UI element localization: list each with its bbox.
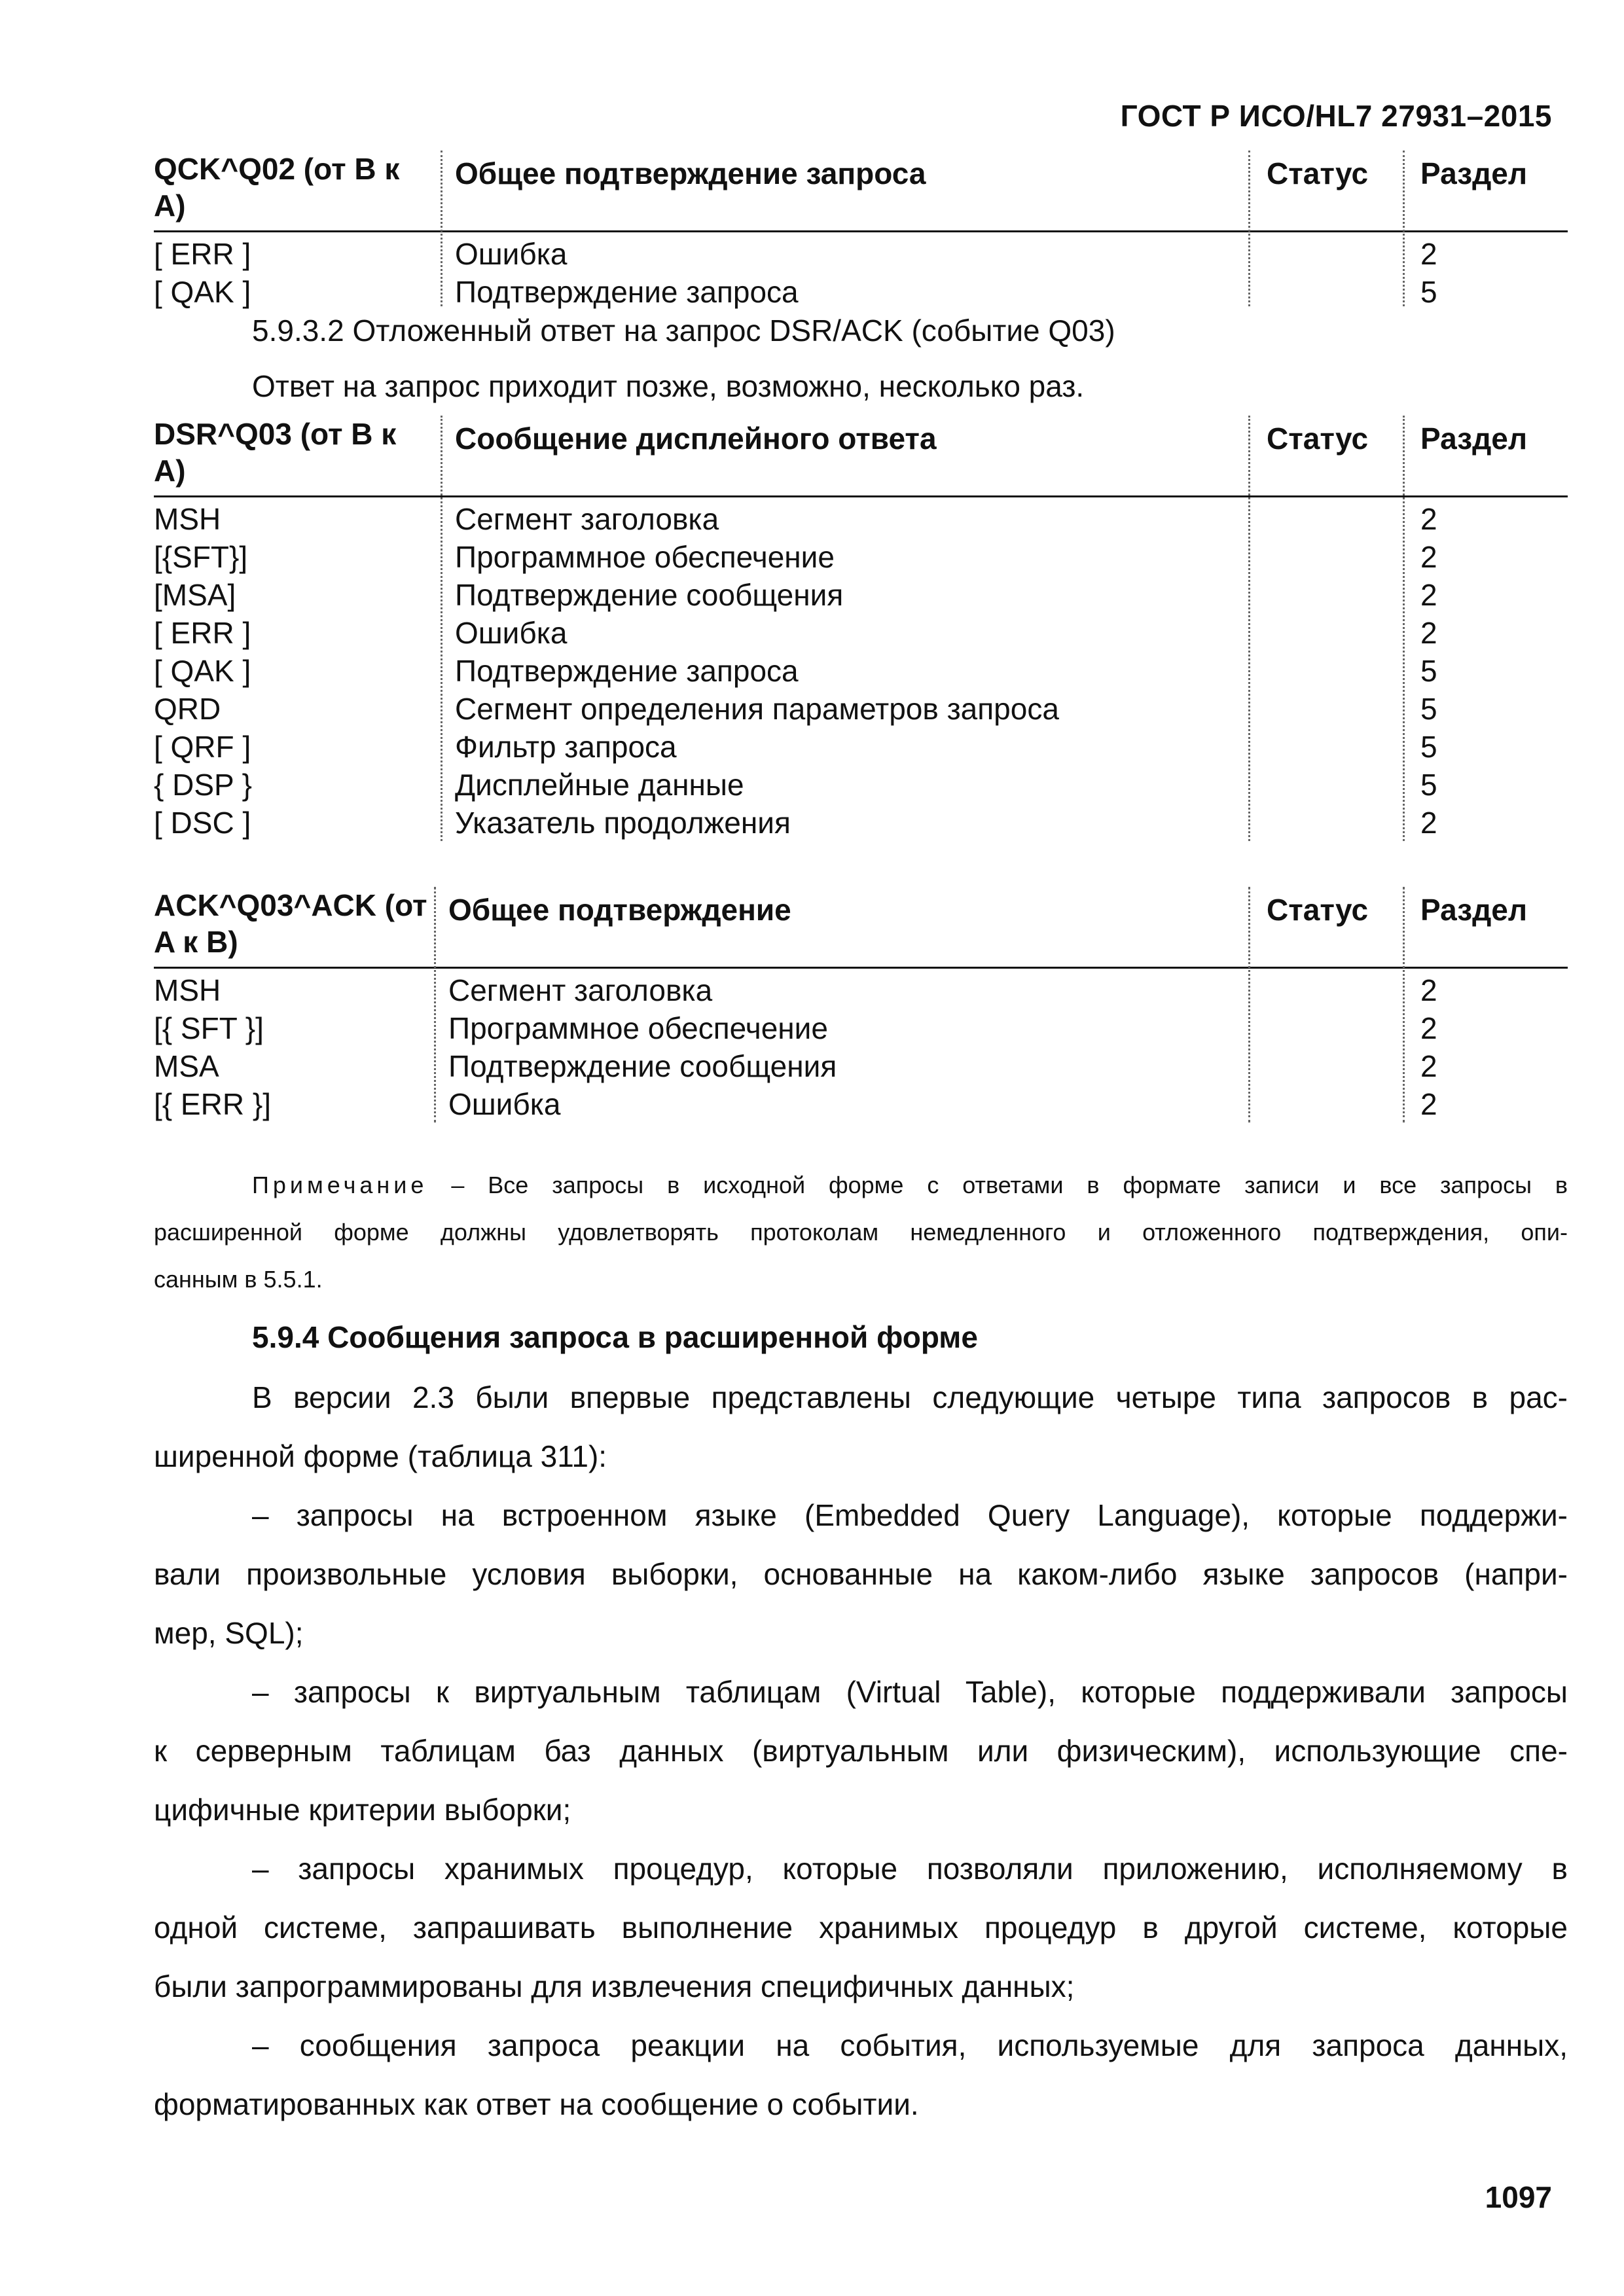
- list-item-3-line-2: одной системе, запрашивать выполнение хранимых процедур в другой системе, которые: [154, 1910, 1568, 1945]
- cell-description: Ошибка: [448, 1087, 561, 1121]
- list-item-4-line-2: форматированных как ответ на сообщение о событии.: [154, 2087, 919, 2121]
- column-divider: [1403, 416, 1405, 841]
- note-text: – Все запросы в исходной форме с ответами в формате записи и все запросы в: [451, 1172, 1568, 1198]
- cell-segment: [MSA]: [154, 578, 236, 612]
- list-item-4-line-1: – сообщения запроса реакции на события, используемые для запроса данных,: [252, 2028, 1568, 2062]
- table-row: [154, 539, 1568, 577]
- table-row: [154, 501, 1568, 539]
- cell-segment: [{ SFT }]: [154, 1011, 264, 1045]
- cell-segment: MSH: [154, 502, 221, 536]
- header-message: QCK^Q02 (от B к A): [154, 152, 400, 223]
- table-header: [154, 151, 1568, 232]
- table-header: [154, 416, 1568, 497]
- cell-segment: [{ ERR }]: [154, 1087, 271, 1121]
- list-item-2-line-1: – запросы к виртуальным таблицам (Virtual Table), которые поддерживали запросы: [252, 1675, 1568, 1709]
- table-row: [154, 973, 1568, 1011]
- list-item-1-line-2: вали произвольные условия выборки, основанные на каком-либо языке запросов (напри-: [154, 1557, 1568, 1591]
- list-item-2-line-2: к серверным таблицам баз данных (виртуальным или физическим), использующие спе-: [154, 1734, 1568, 1768]
- cell-section: 2: [1420, 1049, 1437, 1083]
- cell-segment: MSH: [154, 973, 221, 1007]
- header-message: DSR^Q03 (от B к A): [154, 417, 397, 488]
- note-line-2: расширенной форме должны удовлетворять протоколам немедленного и отложенного подтверждения, опи-: [154, 1219, 1568, 1246]
- cell-section: 2: [1420, 502, 1437, 536]
- cell-description: Ошибка: [455, 616, 568, 650]
- note-label: Примечание: [252, 1172, 428, 1198]
- cell-description: Подтверждение запроса: [455, 654, 799, 688]
- cell-segment: [{SFT}]: [154, 540, 248, 574]
- column-divider: [434, 887, 436, 1122]
- cell-description: Подтверждение сообщения: [455, 578, 844, 612]
- list-item-3-line-3: были запрограммированы для извлечения специфичных данных;: [154, 1969, 1075, 2003]
- section-heading-5-9-4: 5.9.4 Сообщения запроса в расширенной форме: [252, 1320, 978, 1354]
- table-row: [154, 615, 1568, 653]
- column-divider: [1248, 416, 1250, 841]
- page-number: 1097: [1485, 2180, 1552, 2214]
- table-row: [154, 729, 1568, 767]
- table-body: [154, 973, 1568, 1124]
- column-divider: [441, 416, 442, 841]
- cell-segment: [ ERR ]: [154, 237, 251, 271]
- cell-description: Подтверждение сообщения: [448, 1049, 837, 1083]
- column-divider: [1248, 887, 1250, 1122]
- header-description: Общее подтверждение: [448, 893, 791, 927]
- cell-section: 5: [1420, 654, 1437, 688]
- table-row: [154, 1049, 1568, 1086]
- cell-segment: [ QAK ]: [154, 654, 251, 688]
- cell-description: Указатель продолжения: [455, 806, 791, 840]
- header-status: Статус: [1267, 156, 1369, 190]
- intro-line-1: В версии 2.3 были впервые представлены следующие четыре типа запросов в рас-: [252, 1380, 1568, 1414]
- cell-segment: [ QAK ]: [154, 275, 251, 309]
- header-section: Раздел: [1420, 893, 1528, 927]
- cell-description: Программное обеспечение: [455, 540, 835, 574]
- table-row: [154, 691, 1568, 729]
- cell-section: 5: [1420, 692, 1437, 726]
- table-row: [154, 1086, 1568, 1124]
- cell-description: Сегмент определения параметров запроса: [455, 692, 1059, 726]
- table-header: [154, 887, 1568, 969]
- header-description: Общее подтверждение запроса: [455, 156, 926, 190]
- cell-section: 2: [1420, 1087, 1437, 1121]
- cell-section: 2: [1420, 1011, 1437, 1045]
- cell-segment: [ QRF ]: [154, 730, 251, 764]
- cell-section: 2: [1420, 616, 1437, 650]
- list-item-3-line-1: – запросы хранимых процедур, которые позволяли приложению, исполняемому в: [252, 1852, 1568, 1886]
- cell-description: Дисплейные данные: [455, 768, 744, 802]
- table-dsr-q03: [154, 416, 1568, 843]
- cell-segment: [ DSC ]: [154, 806, 251, 840]
- cell-segment: QRD: [154, 692, 221, 726]
- header-section: Раздел: [1420, 422, 1528, 456]
- table-row: [154, 236, 1568, 274]
- note-line-1: [252, 1162, 1568, 1209]
- table-ack-q03-ack: [154, 887, 1568, 1124]
- cell-description: Подтверждение запроса: [455, 275, 799, 309]
- cell-section: 5: [1420, 730, 1437, 764]
- header-status: Статус: [1267, 893, 1369, 927]
- cell-description: Ошибка: [455, 237, 568, 271]
- cell-section: 5: [1420, 768, 1437, 802]
- cell-section: 2: [1420, 973, 1437, 1007]
- header-section: Раздел: [1420, 156, 1528, 190]
- cell-section: 2: [1420, 237, 1437, 271]
- table-row: [154, 653, 1568, 691]
- list-item-1-line-1: – запросы на встроенном языке (Embedded Query Language), которые поддержи-: [252, 1498, 1568, 1532]
- intro-line-2: ширенной форме (таблица 311):: [154, 1439, 607, 1473]
- column-divider: [1403, 151, 1405, 306]
- cell-section: 5: [1420, 275, 1437, 309]
- cell-section: 2: [1420, 540, 1437, 574]
- column-divider: [441, 151, 442, 306]
- header-message: ACK^Q03^ACK (от A к B): [154, 888, 427, 959]
- cell-segment: { DSP }: [154, 768, 253, 802]
- cell-section: 2: [1420, 806, 1437, 840]
- column-divider: [1248, 151, 1250, 306]
- cell-section: 2: [1420, 578, 1437, 612]
- standard-code-header: ГОСТ Р ИСО/HL7 27931–2015: [1120, 99, 1552, 133]
- paragraph-deferred: Ответ на запрос приходит позже, возможно, несколько раз.: [252, 369, 1085, 403]
- table-qck-q02: [154, 151, 1568, 312]
- table-row: [154, 577, 1568, 615]
- cell-segment: MSA: [154, 1049, 219, 1083]
- header-description: Сообщение дисплейного ответа: [455, 422, 937, 456]
- section-heading-5-9-3-2: 5.9.3.2 Отложенный ответ на запрос DSR/ACK (событие Q03): [252, 314, 1115, 348]
- table-row: [154, 767, 1568, 805]
- note-line-3: санным в 5.5.1.: [154, 1266, 323, 1293]
- table-body: [154, 501, 1568, 843]
- cell-segment: [ ERR ]: [154, 616, 251, 650]
- table-row: [154, 805, 1568, 843]
- table-row: [154, 1011, 1568, 1049]
- cell-description: Программное обеспечение: [448, 1011, 828, 1045]
- list-item-1-line-3: мер, SQL);: [154, 1616, 304, 1650]
- cell-description: Сегмент заголовка: [455, 502, 719, 536]
- list-item-2-line-3: цифичные критерии выборки;: [154, 1793, 571, 1827]
- column-divider: [1403, 887, 1405, 1122]
- cell-description: Фильтр запроса: [455, 730, 677, 764]
- cell-description: Сегмент заголовка: [448, 973, 713, 1007]
- header-status: Статус: [1267, 422, 1369, 456]
